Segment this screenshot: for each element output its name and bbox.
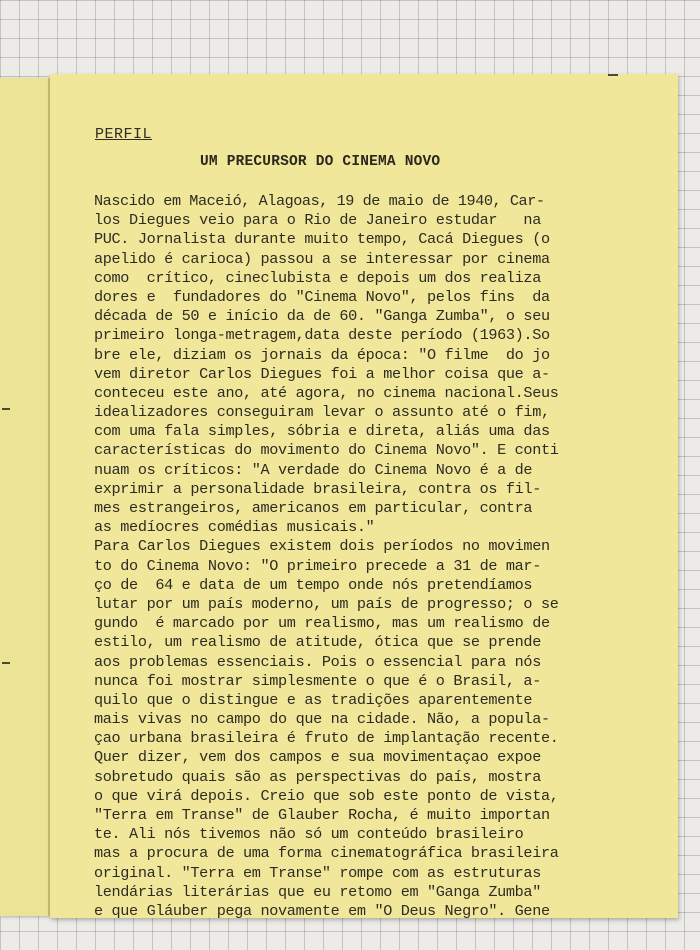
article-body: [94, 192, 654, 921]
text-line: características do movimento do Cinema Novo". E conti: [94, 441, 559, 460]
text-line: Para Carlos Diegues existem dois períodos no movimen: [94, 537, 550, 556]
typed-mark: [2, 662, 10, 664]
typed-mark: [608, 74, 618, 76]
text-line: Quer dizer, vem dos campos e sua movimentaçao expoe: [94, 748, 541, 767]
text-line: e que Gláuber pega novamente em "O Deus Negro". Gene: [94, 901, 550, 920]
section-label: PERFIL: [95, 126, 153, 143]
text-line: gundo é marcado por um realismo, mas um realismo de: [94, 614, 550, 633]
text-line: to do Cinema Novo: "O primeiro precede a 31 de mar-: [94, 556, 541, 575]
text-line: como crítico, cineclubista e depois um dos realiza: [94, 268, 541, 287]
text-line: nuam os críticos: "A verdade do Cinema Novo é a de: [94, 460, 533, 479]
text-line: apelido é carioca) passou a se interessar por cinema: [94, 249, 550, 268]
text-line: Nascido em Maceió, Alagoas, 19 de maio de 1940, Car-: [94, 192, 545, 210]
text-line: idealizadores conseguiram levar o assunto até o fim,: [94, 403, 550, 422]
text-line: estilo, um realismo de atitude, ótica que se prende: [94, 633, 541, 652]
text-line: década de 50 e início da de 60. "Ganga Zumba", o seu: [94, 307, 550, 326]
text-line: mais vivas no campo do que na cidade. Não, a popula-: [94, 710, 550, 729]
text-line: çao urbana brasileira é fruto de implantação recente.: [94, 729, 559, 748]
text-line: com uma fala simples, sóbria e direta, aliás uma das: [94, 422, 550, 441]
text-line: lutar por um país moderno, um país de progresso; o se: [94, 594, 559, 613]
text-line: mes estrangeiros, americanos em particular, contra: [94, 499, 533, 517]
typed-page: [50, 74, 678, 918]
text-line: los Diegues veio para o Rio de Janeiro estudar na: [94, 211, 541, 230]
text-line: mas a procura de uma forma cinematográfica brasileira: [94, 844, 559, 863]
text-line: PUC. Jornalista durante muito tempo, Cacá Diegues (o: [94, 230, 550, 249]
text-line: primeiro longa-metragem,data deste período (1963).So: [94, 326, 550, 345]
text-line: aos problemas essenciais. Pois o essencial para nós: [94, 652, 541, 671]
page-title: UM PRECURSOR DO CINEMA NOVO: [200, 154, 441, 170]
text-line: original. "Terra em Transe" rompe com as estruturas: [94, 863, 541, 882]
text-line: nunca foi mostrar simplesmente o que é o Brasil, a-: [94, 671, 541, 690]
text-line: as medíocres comédias musicais.": [94, 518, 375, 537]
text-line: o que virá depois. Creio que sob este ponto de vista,: [94, 786, 559, 805]
text-line: exprimir a personalidade brasileira, contra os fil-: [94, 479, 541, 498]
text-line: bre ele, diziam os jornais da época: "O filme do jo: [94, 345, 550, 364]
text-line: quilo que o distingue e as tradições aparentemente: [94, 690, 533, 709]
typed-mark: [2, 408, 10, 410]
text-line: lendárias literárias que eu retomo em "Ganga Zumba": [94, 882, 541, 901]
text-line: dores e fundadores do "Cinema Novo", pelos fins da: [94, 287, 550, 306]
text-line: vem diretor Carlos Diegues foi a melhor coisa que a-: [94, 364, 550, 383]
text-line: ço de 64 e data de um tempo onde nós pretendíamos: [94, 575, 533, 594]
text-line: conteceu este ano, até agora, no cinema nacional.Seus: [94, 383, 559, 402]
previous-page-edge: [0, 78, 50, 916]
text-line: sobretudo quais são as perspectivas do país, mostra: [94, 767, 541, 786]
text-line: "Terra em Transe" de Glauber Rocha, é muito importan: [94, 806, 550, 824]
text-line: te. Ali nós tivemos não só um conteúdo brasileiro: [94, 825, 524, 844]
